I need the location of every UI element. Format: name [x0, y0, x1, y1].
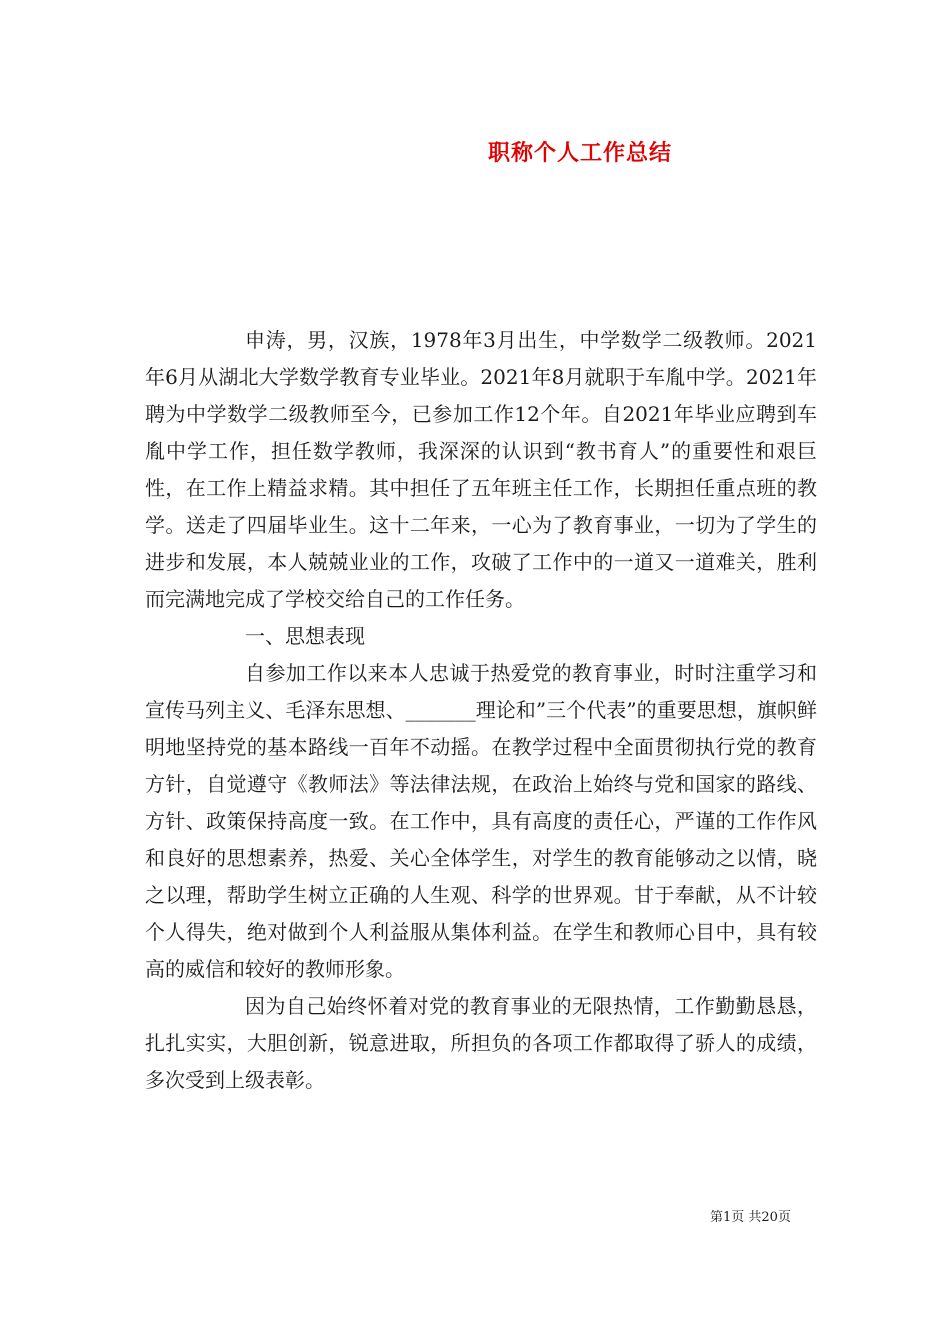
- section-heading-ideology: 一、思想表现: [245, 624, 365, 648]
- document-body: [145, 322, 817, 1099]
- paragraph-intro: 申涛，男，汉族，1978年3月出生，中学数学二级教师。2021年6月从湖北大学数学教育专业毕业。2021年8月就职于车胤中学。2021年聘为中学数学二级教师至今，已参加工作12个年。自2021年毕业应聘到车胤中学工作，担任数学教师，我深深的认识到“教书育人”的重要性和艰巨性，在工作上精益求精。其中担任了五年班主任工作，长期担任重点班的教学。送走了四届毕业生。这十二年来，一心为了教育事业，一切为了学生的进步和发展，本人兢兢业业的工作，攻破了工作中的一道又一道难关，胜利而完满地完成了学校交给自己的工作任务。: [145, 328, 817, 611]
- document-title: 职称个人工作总结: [488, 140, 673, 166]
- paragraph-achievement: 因为自己始终怀着对党的教育事业的无限热情，工作勤勤恳恳，扎扎实实，大胆创新，锐意进取，所担负的各项工作都取得了骄人的成绩，多次受到上级表彰。: [145, 994, 817, 1092]
- page-number-footer: 第1页 共20页: [710, 1210, 791, 1225]
- paragraph-ideology: 自参加工作以来本人忠诚于热爱党的教育事业，时时注重学习和宣传马列主义、毛泽东思想、_______理论和”三个代表”的重要思想，旗帜鲜明地坚持党的基本路线一百年不动摇。在教学过程中全面贯彻执行党的教育方针，自觉遵守《教师法》等法律法规，在政治上始终与党和国家的路线、方针、政策保持高度一致。在工作中，具有高度的责任心，严谨的工作作风和良好的思想素养，热爱、关心全体学生，对学生的教育能够动之以情，晓之以理，帮助学生树立正确的人生观、科学的世界观。甘于奉献，从不计较个人得失，绝对做到个人利益服从集体利益。在学生和教师心目中，具有较高的威信和较好的教师形象。: [145, 661, 817, 981]
